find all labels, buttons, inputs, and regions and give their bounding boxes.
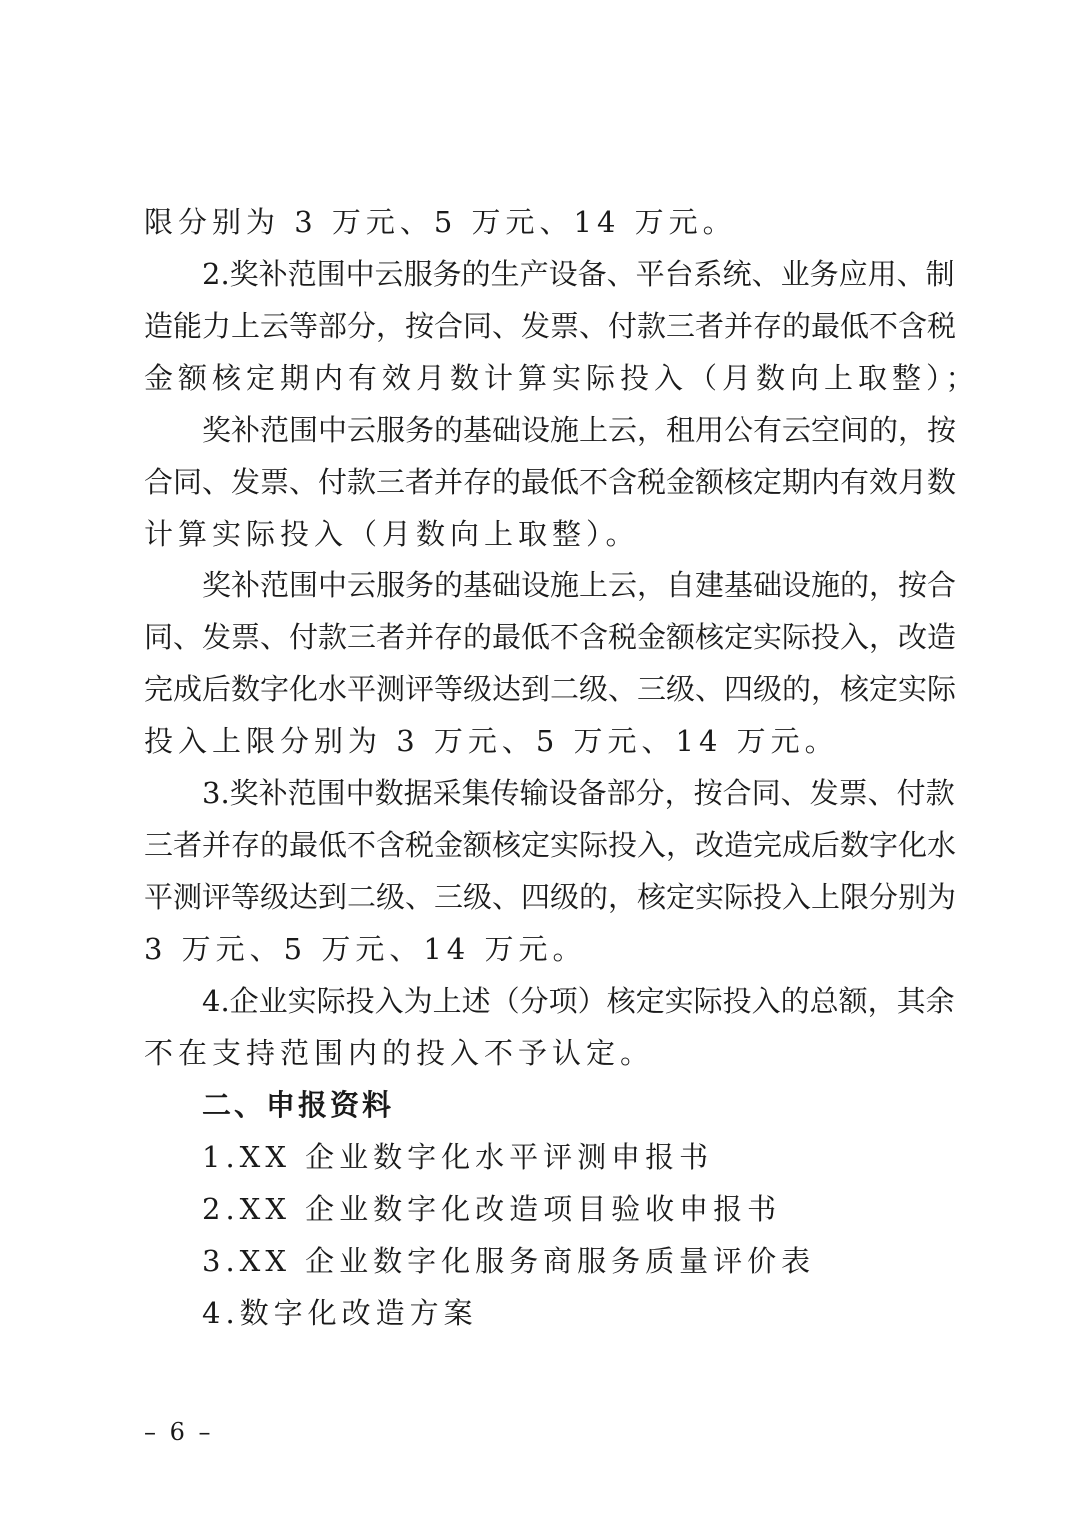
paragraph-line: 2.奖补范围中云服务的生产设备、平台系统、业务应用、制 [202,257,955,291]
page-number: – 6 – [144,1418,214,1446]
paragraph-line: 三者并存的最低不含税金额核定实际投入，改造完成后数字化水 [144,828,957,862]
paragraph-line: 同、发票、付款三者并存的最低不含税金额核定实际投入，改造 [144,620,957,654]
paragraph-line: 奖补范围中云服务的基础设施上云，租用公有云空间的，按 [202,413,957,447]
section-heading: 二、申报资料 [202,1088,395,1122]
list-item: 1.XX 企业数字化水平评测申报书 [202,1140,714,1174]
paragraph-line: 限分别为 3 万元、5 万元、14 万元。 [144,205,737,239]
paragraph-line: 投入上限分别为 3 万元、5 万元、14 万元。 [144,724,839,758]
paragraph-line: 3 万元、5 万元、14 万元。 [144,932,587,966]
paragraph-line: 合同、发票、付款三者并存的最低不含税金额核定期内有效月数 [144,465,957,499]
paragraph-line: 3.奖补范围中数据采集传输设备部分，按合同、发票、付款 [202,776,955,810]
list-item: 3.XX 企业数字化服务商服务质量评价表 [202,1244,816,1278]
paragraph-line: 金额核定期内有效月数计算实际投入（月数向上取整）； [144,361,980,395]
paragraph-line: 平测评等级达到二级、三级、四级的，核定实际投入上限分别为 [144,880,957,914]
list-item: 2.XX 企业数字化改造项目验收申报书 [202,1192,782,1226]
paragraph-line: 计算实际投入（月数向上取整）。 [144,517,640,551]
paragraph-line: 完成后数字化水平测评等级达到二级、三级、四级的，核定实际 [144,672,957,706]
paragraph-line: 造能力上云等部分，按合同、发票、付款三者并存的最低不含税 [144,309,957,343]
paragraph-line: 4.企业实际投入为上述（分项）核定实际投入的总额，其余 [202,984,955,1018]
paragraph-line: 奖补范围中云服务的基础设施上云，自建基础设施的，按合 [202,568,957,602]
paragraph-line: 不在支持范围内的投入不予认定。 [144,1036,655,1070]
list-item: 4.数字化改造方案 [202,1296,478,1330]
